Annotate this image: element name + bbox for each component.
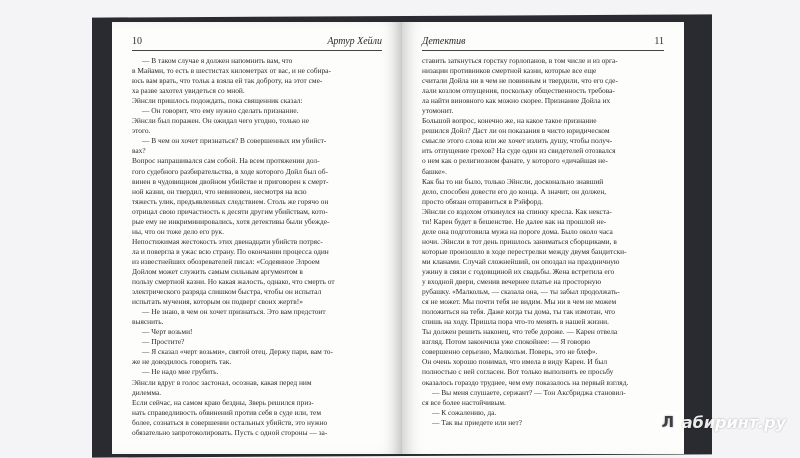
text-line: взгляд. Потом закончила уже спокойнее: — Я говорю (422, 337, 591, 347)
text-line: Он очень хорошо понимал, что имела в виду Карен. И был (422, 357, 608, 367)
text-line: о нем как о религиозном фанате, у которого «дичайшая не- (422, 156, 608, 166)
text-line: юсь вам врать, что тольк а взяла ей так доброту, на этот сме- (132, 76, 323, 86)
text-line: дилемма. (132, 387, 162, 397)
text-line: Если сейчас, на самом краю бездны, Зверь решился приз- (132, 397, 314, 407)
text-line: Эйнсли вдруг в голос застонал, осознав, какая перед ним (132, 377, 312, 387)
left-page-number: 10 (132, 36, 142, 47)
right-running-title: Детектив (422, 36, 466, 47)
right-page-body (422, 56, 668, 428)
text-line: считали Дойла ни в чем не повинным и твердили, что его сде- (422, 76, 618, 86)
text-line: гого судебного разбирательства, в ходе которого Дойл был об- (132, 166, 328, 176)
left-page-header (132, 36, 382, 51)
watermark-text: абиринт.ру (681, 412, 786, 432)
text-line: отрицал свою причастность к десяти другим убийствам, кото- (132, 206, 328, 216)
text-line: рубашку. «Малкольм, — сказала она, — ты забыл продолжать- (422, 287, 620, 297)
text-line: более, сознаться в совершении остальных убийств, это нужно (132, 417, 328, 427)
text-line: нать справедливость обвинений против себя в суде или, тем (132, 407, 321, 417)
text-line: тяжесть улик, предъявленных следствием. Столь же горячо он (132, 196, 329, 206)
text-line: ны, что он тоже дело его рук. (132, 226, 224, 236)
text-line: ла найти виновного как можно скорее. Признание Дойла их (422, 96, 611, 106)
text-line: ти! Карен будет в бешенстве. Не далее как на прошлой не- (422, 216, 607, 226)
text-line: ужину в связи с годовщиной их свадьбы. Жена встретила его (422, 266, 615, 276)
text-line: Непостижимая жестокость этих двенадцати убийств потряс- (132, 236, 323, 246)
text-line: — В чем он хочет признаться? В совершенных им убийст- (142, 136, 327, 146)
text-line: — Так вы приедете или нет? (432, 417, 522, 427)
text-line: полностью с ней согласен. Вот только выполнить ее просьбу (422, 367, 614, 377)
text-line: Эйнсли был поражен. Он ожидал чего угодно, только не (132, 116, 310, 126)
text-line: ить отпущение грехов? На суде один из свидетелей отозвался (422, 146, 616, 156)
text-line: оказалось гораздо труднее, чем ему показалось на первый взгляд. (422, 377, 629, 387)
text-line: — Простите? (142, 337, 185, 347)
text-line: ми кланами. Случай сложнейший, он опоздал на праздничную (422, 256, 620, 266)
text-line: — Черт возьми! (142, 327, 193, 337)
text-line: из известнейших обозревателей писал: «Содеянное Элроем (132, 256, 320, 266)
text-line: Ты должен решить наконец, что тебе дороже. — Карен отвела (422, 327, 618, 337)
text-line: выяснить. (132, 317, 164, 327)
text-line: — Я сказал «черт возьми», святой отец. Держу пари, вам то- (142, 347, 333, 357)
text-line: Дойлом может служить самым сильным аргументом в (132, 266, 303, 276)
text-line: — В таком случае я должен напомнить вам, что (142, 56, 293, 65)
right-page-header (422, 36, 664, 51)
right-page (402, 22, 684, 454)
text-line: низации противников смертной казни, которые все еще (422, 66, 597, 76)
text-line: ха разве захотел увидеться со мной. (132, 86, 245, 96)
text-line: ся не может. Мы почти тебя не видим. Мы ни в чем не можем (422, 297, 617, 307)
text-line: вах? (132, 146, 146, 156)
text-line: Вопрос напрашивался сам собой. На всем протяжении дол- (132, 156, 320, 166)
text-line: этого. (132, 126, 151, 136)
text-line: ставить заткнуться горстку горлопанов, в том числе и из орга- (422, 56, 618, 65)
text-line: которые произошло в ходе перестрелки между двумя бандитски- (422, 246, 627, 256)
text-line: — Не надо мне грубить. (142, 367, 219, 377)
left-running-title: Артур Хейли (327, 36, 382, 47)
text-line: решился Дойл? Даст ли он показания в чисто юридическом (422, 126, 610, 136)
labirint-logo-icon: Л (657, 411, 679, 433)
text-line: лали козлом отпущения, поскольку общественность требова- (422, 86, 615, 96)
text-line: ся все более настойчивым. (422, 397, 506, 407)
text-line: же не доводилось говорить так. (132, 357, 232, 367)
text-line: винен в чудовищном двойном убийстве и приговорен к смерт- (132, 176, 329, 186)
text-line: — Не знаю, в чем он хочет признаться. Это вам предстоит (142, 307, 326, 317)
text-line: испытать мучения, которым он подверг своих жертв!» (132, 297, 303, 307)
text-line: смысле этого слова или же хочет излить душу, чтобы получ- (422, 136, 613, 146)
text-line: Большой вопрос, конечно же, на какое такое признание (422, 116, 597, 126)
text-line: — Вы меня слушаете, сержант? — Тон Аксбриджа становил- (432, 387, 626, 397)
text-line: ла и повергла в ужас всю страну. По окончании процесса один (132, 246, 329, 256)
left-page (112, 22, 402, 454)
right-page-number: 11 (654, 36, 664, 47)
text-line: Как бы то ни было, только Эйнсли, досконально знавший (422, 176, 604, 186)
text-line: Эйнсли пришлось подождать, пока священник сказал: (132, 96, 303, 106)
text-line: рые ему не инкриминировались, хотя детективы были убежде- (132, 216, 330, 226)
text-line: деле она подготовила мужа на пороге дома. Было около часа (422, 226, 613, 236)
watermark (657, 410, 786, 434)
text-line: утомонит. (422, 106, 454, 116)
left-page-body (132, 56, 388, 438)
text-line: в Майами, то есть в шестистах километрах от вас, и не собира- (132, 66, 331, 76)
text-line: — Он говорит, что ему нужно сделать признание. (142, 106, 299, 116)
text-line: ной казни, он твердил, что невиновен, несмотря на всю (132, 186, 307, 196)
text-line: Эйнсли со вздохом откинулся на спинку кресла. Как некста- (422, 206, 612, 216)
text-line: башке». (422, 166, 447, 176)
text-line: ночи. Эйнсли в тот день пришлось заниматься сборщиками, в (422, 236, 617, 246)
text-line: дело, способен довести его до конца. А значит, он должен, (422, 186, 607, 196)
text-line: спишь на ходу. Пришла пора что-то менять в нашей жизни. (422, 317, 609, 327)
text-line: у входной двери, сменив вечернее платье на просторную (422, 277, 602, 287)
text-line: электрического разряда слишком быстра, чтобы он испытал (132, 287, 322, 297)
text-line: обязательно запротоколировать. Пусть с одной стороны — за- (132, 427, 328, 437)
text-line: просто обязан отправиться в Рэйфорд. (422, 196, 543, 206)
text-line: — К сожалению, да. (432, 407, 497, 417)
text-line: совершенно серьезно, Малкольм. Поверь, это не блеф». (422, 347, 598, 357)
text-line: положиться на тебя. Даже когда ты дома, ты так измотан, что (422, 307, 616, 317)
text-line: пользу смертной казни. Но какая жалость, однако, что смерть от (132, 277, 335, 287)
